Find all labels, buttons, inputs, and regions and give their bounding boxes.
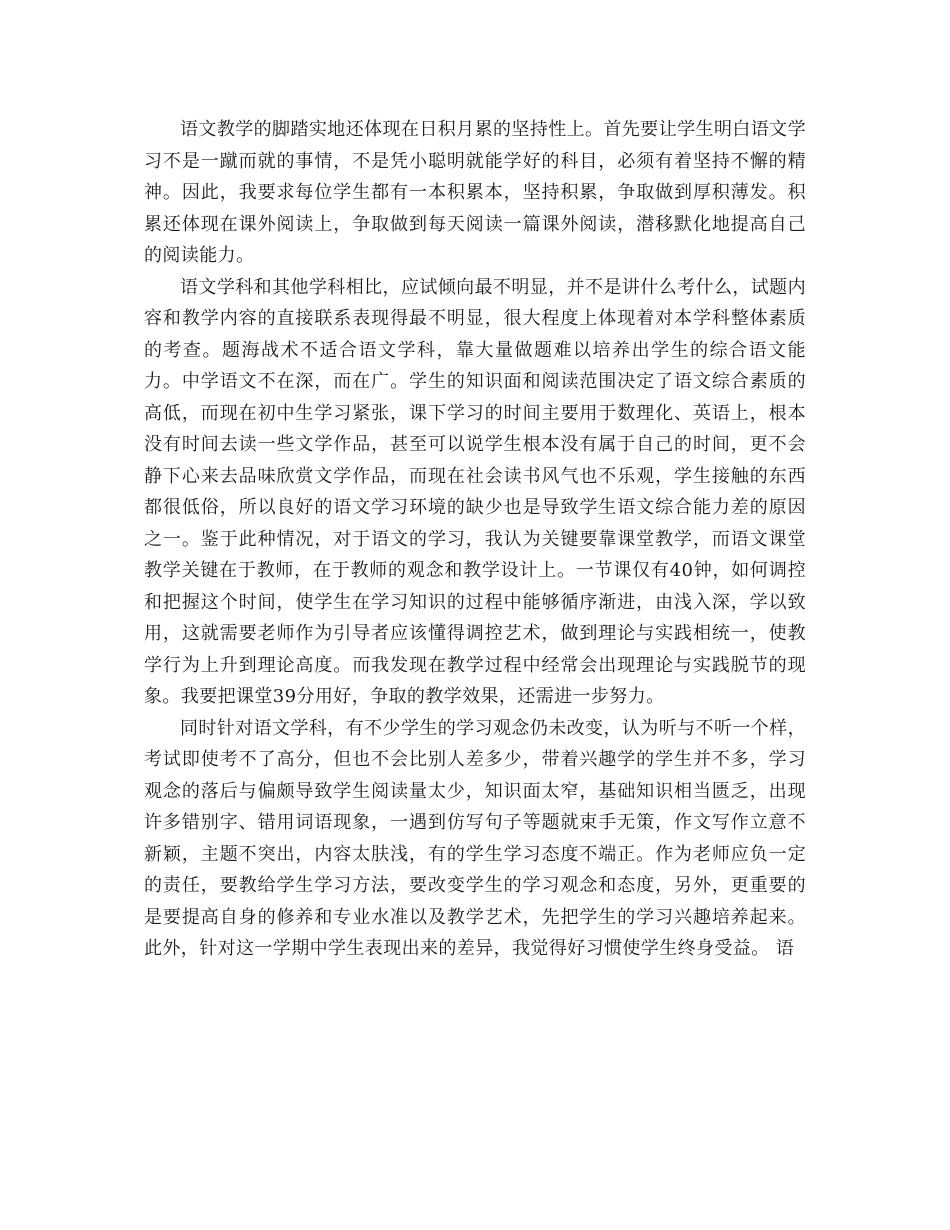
document-body: [144, 114, 806, 965]
paragraph-3: 同时针对语文学科，有不少学生的学习观念仍未改变，认为听与不听一个样，考试即使考不了高分，但也不会比别人差多少，带着兴趣学的学生并不多，学习观念的落后与偏颇导致学生阅读量太少，知识面太窄，基础知识相当匮乏，出现许多错别字、错用词语现象，一遇到仿写句子等题就束手无策，作文写作立意不新颖，主题不突出，内容太肤浅，有的学生学习态度不端正。作为老师应负一定的责任，要教给学生学习方法，要改变学生的学习观念和态度，另外，更重要的是要提高自身的修养和专业水准以及教学艺术，先把学生的学习兴趣培养起来。此外，针对这一学期中学生表现出来的差异，我觉得好习惯使学生终身受益。 语: [144, 717, 806, 959]
paragraph-1: 语文教学的脚踏实地还体现在日积月累的坚持性上。首先要让学生明白语文学习不是一蹴而就的事情，不是凭小聪明就能学好的科目，必须有着坚持不懈的精神。因此，我要求每位学生都有一本积累本，坚持积累，争取做到厚积薄发。积累还体现在课外阅读上，争取做到每天阅读一篇课外阅读，潜移默化地提高自己的阅读能力。: [144, 119, 806, 266]
paragraph-2: 语文学科和其他学科相比，应试倾向最不明显，并不是讲什么考什么，试题内容和教学内容的直接联系表现得最不明显，很大程度上体现着对本学科整体素质的考查。题海战术不适合语文学科，靠大量做题难以培养出学生的综合语文能力。中学语文不在深，而在广。学生的知识面和阅读范围决定了语文综合素质的高低，而现在初中生学习紧张，课下学习的时间主要用于数理化、英语上，根本没有时间去读一些文学作品，甚至可以说学生根本没有属于自己的时间，更不会静下心来去品味欣赏文学作品，而现在社会读书风气也不乐观，学生接触的东西都很低俗，所以良好的语文学习环境的缺少也是导致学生语文综合能力差的原因之一。鉴于此种情况，对于语文的学习，我认为关键要靠课堂教学，而语文课堂教学关键在于教师，在于教师的观念和教学设计上。一节课仅有40钟，如何调控和把握这个时间，使学生在学习知识的过程中能够循序渐进，由浅入深，学以致用，这就需要老师作为引导者应该懂得调控艺术，做到理论与实践相统一，使教学行为上升到理论高度。而我发现在教学过程中经常会出现理论与实践脱节的现象。我要把课堂39分用好，争取的教学效果，还需进一步努力。: [144, 276, 806, 707]
